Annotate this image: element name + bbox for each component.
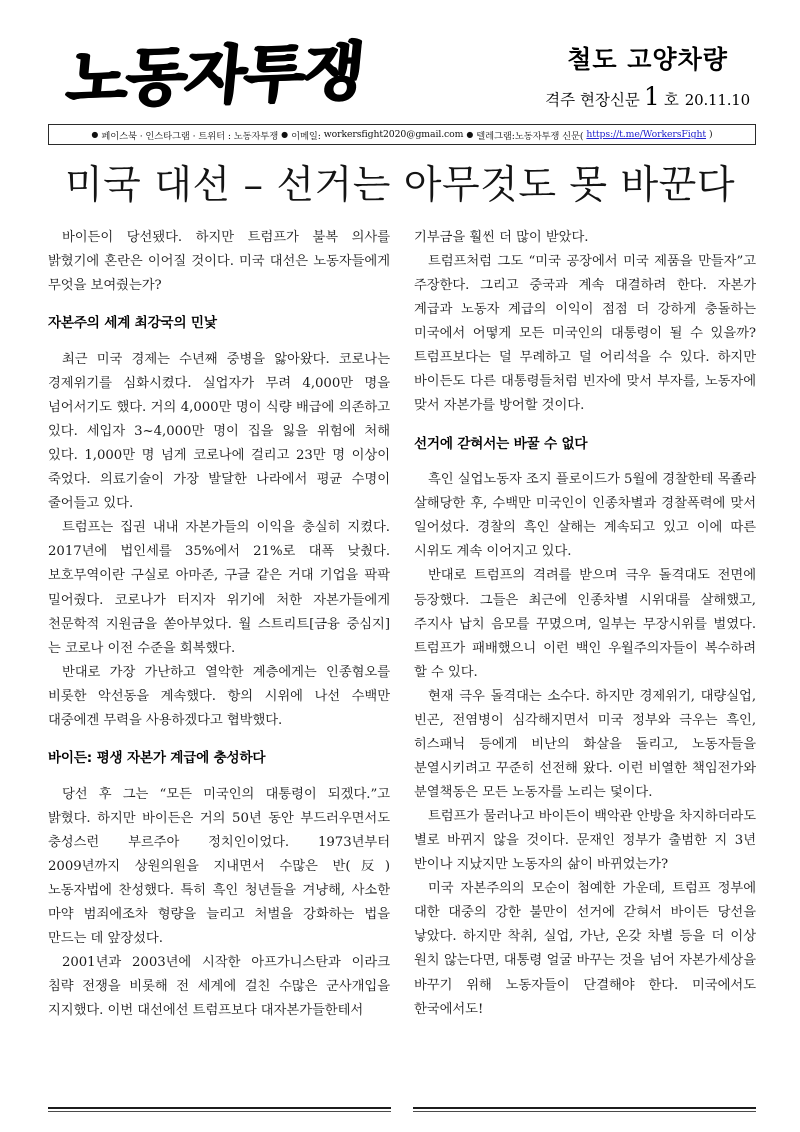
masthead-info bbox=[545, 44, 756, 114]
telegram-link[interactable]: https://t.me/WorkersFight bbox=[586, 129, 707, 141]
contact-social: 페이스북 · 인스타그램 · 트위터 : 노동자투쟁 bbox=[101, 130, 279, 142]
article-body bbox=[48, 226, 756, 1023]
paper-issue-number: 1 bbox=[643, 82, 660, 112]
paragraph: 트럼프가 물러나고 바이든이 백악관 안방을 차지하더라도 별로 바뀌지 않을 것이다. 문재인 정부가 출범한 지 3년 반이나 지났지만 노동자의 삶이 바뀌었는가? bbox=[414, 809, 756, 873]
paper-issue-suffix: 호 bbox=[663, 91, 679, 110]
paper-frequency: 격주 현장신문 bbox=[545, 91, 640, 110]
paper-issue-meta bbox=[545, 84, 750, 110]
contact-email: workersfight2020@gmail.com bbox=[323, 129, 464, 141]
rule-thin bbox=[413, 1111, 756, 1112]
right-column bbox=[414, 226, 756, 1023]
subheading-capitalism: 자본주의 세계 최강국의 민낯 bbox=[48, 315, 217, 332]
subheading-elections: 선거에 갇혀서는 바꿀 수 없다 bbox=[414, 435, 588, 452]
contact-email-label: 이메일: bbox=[291, 130, 321, 142]
rule-thick bbox=[413, 1107, 756, 1109]
paper-issue-date: 20.11.10 bbox=[684, 91, 750, 110]
left-column-bottom-rule bbox=[48, 1107, 391, 1112]
contact-telegram-label: 텔레그램:노동자투쟁 신문( bbox=[476, 130, 584, 142]
paragraph: 현재 극우 돌격대는 소수다. 하지만 경제위기, 대량실업, 빈곤, 전염병이 심각해지면서 미국 정부와 극우는 흑인, 히스패닉 등에게 비난의 화살을 돌리고, 노동자들을 분열시키려고 꾸준히 선전해 왔다. 이런 비열한 책임전가와 분열책동은 모든 노동자를 노리는 덫이다. bbox=[414, 688, 756, 801]
paragraph: 최근 미국 경제는 수년째 중병을 앓아왔다. 코로나는 경제위기를 심화시켰다. 실업자가 무려 4,000만 명을 넘어서기도 했다. 거의 4,000만 명이 식량 배급에 의존하고 있다. 세입자 3~4,000만 명이 집을 잃을 위험에 처해 있다. 1,000만 명 넘게 코로나에 걸리고 23만 명 이상이 죽었다. 의료기술이 가장 발달한 나라에서 평균 수명이 줄어들고 있다. bbox=[48, 351, 390, 512]
contact-telegram-close: ) bbox=[709, 129, 713, 141]
paragraph: 흑인 실업노동자 조지 플로이드가 5월에 경찰한테 목졸라 살해당한 후, 수백만 미국인이 인종차별과 경찰폭력에 맞서 일어섰다. 경찰의 흑인 살해는 계속되고 있고 이에 따른 시위도 계속 이어지고 있다. bbox=[414, 472, 756, 560]
contact-bar-content bbox=[91, 128, 712, 142]
masthead bbox=[0, 0, 800, 120]
paragraph: 트럼프처럼 그도 “미국 공장에서 미국 제품을 만들자”고 주장한다. 그리고 중국과 계속 대결하려 한다. 자본가 계급과 노동자 계급의 이익이 점점 더 강하게 충돌하는 미국에서 어떻게 모든 미국인의 대통령이 될 수 있을까? 트럼프보다는 덜 무례하고 덜 어리석을 수 있다. 하지만 바이든도 다른 대통령들처럼 빈자에 맞서 부자를, 노동자에 맞서 자본가를 방어할 것이다. bbox=[414, 254, 756, 414]
rule-thin bbox=[48, 1111, 391, 1112]
article-headline: 미국 대선 – 선거는 아무것도 못 바꾼다 bbox=[65, 163, 735, 209]
paragraph: 당선 후 그는 “모든 미국인의 대통령이 되겠다.”고 밝혔다. 하지만 바이든은 거의 50년 동안 부드러우면서도 충성스런 부르주아 정치인이었다. 1973년부터 2009년까지 상원의원을 지내면서 수많은 반(反)노동자법에 찬성했다. 특히 흑인 청년들을 겨냥해, 사소한 마약 범죄에조차 형량을 늘리고 처벌을 강화하는 법을 만드는 데 앞장섰다. bbox=[48, 786, 390, 946]
subheading-biden: 바이든: 평생 자본가 계급에 충성하다 bbox=[48, 749, 266, 766]
rule-thick bbox=[48, 1107, 391, 1109]
paragraph: 바이든이 당선됐다. 하지만 트럼프가 불복 의사를 밝혔기에 혼란은 이어질 것이다. 미국 대선은 노동자들에게 무엇을 보여줬는가? bbox=[48, 230, 390, 294]
paragraph: 2001년과 2003년에 시작한 아프가니스탄과 이라크 침략 전쟁을 비롯해 전 세계에 걸친 수많은 군사개입을 지지했다. 이번 대선에선 트럼프보다 대자본가들한테서 bbox=[48, 955, 390, 1019]
masthead-logo bbox=[63, 34, 366, 116]
paragraph: 기부금을 훨씬 더 많이 받았다. bbox=[414, 230, 589, 246]
paragraph: 트럼프는 집권 내내 자본가들의 이익을 충실히 지켰다. 2017년에 법인세를 35%에서 21%로 대폭 낮췄다. 보호무역이란 구실로 아마존, 구글 같은 거대 기업을 팍팍 밀어줬다. 코로나가 터지자 위기에 처한 자본가들에게 천문학적 지원금을 쏟아부었다. 월 스트리트[금융 중심지]는 코로나 이전 수준을 회복했다. bbox=[48, 520, 390, 656]
contact-bar bbox=[48, 124, 756, 145]
paper-section-title: 철도 고양차량 bbox=[567, 45, 728, 74]
paragraph: 반대로 트럼프의 격려를 받으며 극우 돌격대도 전면에 등장했다. 그들은 최근에 인종차별 시위대를 살해했고, 주지사 납치 음모를 꾸몄으며, 일부는 무장시위를 벌였다. 트럼프가 패배했으니 이런 백인 우월주의자들이 복수하려 할 수 있다. bbox=[414, 568, 756, 680]
right-column-bottom-rule bbox=[413, 1107, 756, 1112]
bullet-icon: ● bbox=[281, 129, 289, 139]
left-column bbox=[48, 226, 390, 1023]
paragraph: 미국 자본주의의 모순이 첨예한 가운데, 트럼프 정부에 대한 대중의 강한 불만이 선거에 갇혀서 바이든 당선을 낳았다. 하지만 착취, 실업, 가난, 온갖 차별 등을 더 이상 원치 않는다면, 대통령 얼굴 바꾸는 것을 넘어 자본가세상을 바꾸기 위해 노동자들이 단결해야 한다. 미국에서도 한국에서도! bbox=[414, 881, 756, 1017]
paragraph: 반대로 가장 가난하고 열악한 계층에게는 인종혐오를 비롯한 악선동을 계속했다. 항의 시위에 나선 수백만 대중에겐 무력을 사용하겠다고 협박했다. bbox=[48, 664, 390, 728]
bullet-icon: ● bbox=[91, 129, 99, 139]
paper-logo-title: 노동자투쟁 bbox=[63, 34, 366, 116]
bullet-icon: ● bbox=[466, 129, 474, 139]
